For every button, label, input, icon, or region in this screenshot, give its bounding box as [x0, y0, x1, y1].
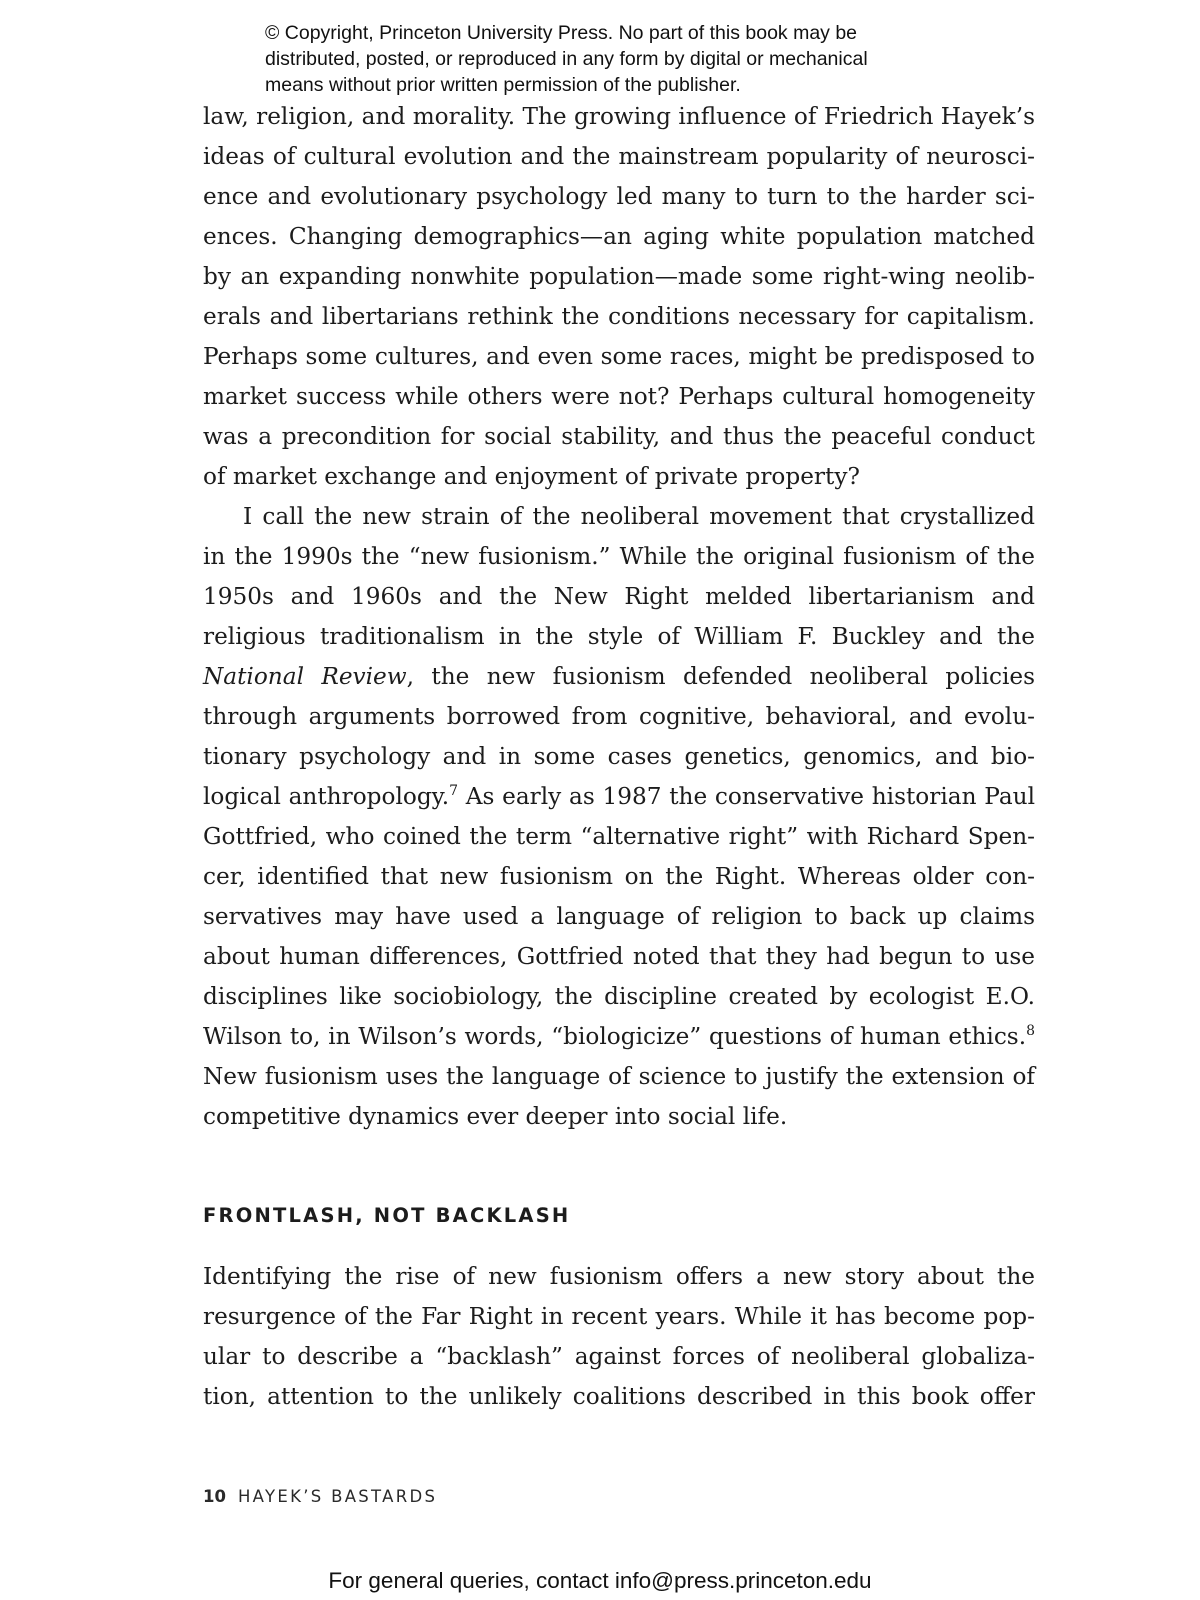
- copyright-notice: [265, 20, 985, 98]
- paragraph-1: law, religion, and morality. The growing influence of Friedrich Hayek’s ideas of cultural evolution and the mainstream popularity of neuroscience and evolutionary psychology led many to turn to the harder sciences. Changing demographics—an aging white population matched by an expanding nonwhite population—made some right-wing neoliberals and libertarians rethink the conditions necessary for capitalism. Perhaps some cultures, and even some races, might be predisposed to market success while others were not? Perhaps cultural homogeneity was a precondition for social stability, and thus the peaceful conduct of market exchange and enjoyment of private property?: [203, 103, 1035, 490]
- copyright-line-3: means without prior written permission of the publisher.: [265, 74, 741, 96]
- running-title: HAYEK’S BASTARDS: [237, 1487, 438, 1506]
- paragraph-2-part-3: As early as 1987 the conservative historian Paul Gottfried, who coined the term “alternative right” with Richard Spencer, identified that new fusionism on the Right. Whereas older conservatives may have used a language of religion to back up claims about human differences, Gottfried noted that they had begun to use disciplines like sociobiology, the discipline created by ecologist E.O. Wilson to, in Wilson’s words, “biologicize” questions of human ethics.: [203, 783, 1035, 1050]
- endnote-ref-8[interactable]: 8: [1026, 1023, 1035, 1039]
- paragraph-2-part-2: , the new fusionism defended neoliberal policies through arguments borrowed from cognitive, behavioral, and evolutionary psychology and in some cases genetics, genomics, and biological anthropology.: [203, 663, 1036, 810]
- paragraph-2-part-1: I call the new strain of the neoliberal movement that crystallized in the 1990s the “new fusionism.” While the original fusionism of the 1950s and 1960s and the New Right melded libertarianism and religious traditionalism in the style of William F. Buckley and the: [203, 503, 1035, 650]
- body-text: [203, 97, 1035, 1137]
- endnote-ref-7[interactable]: 7: [449, 783, 458, 799]
- copyright-line-2: distributed, posted, or reproduced in any form by digital or mechanical: [265, 48, 868, 70]
- section-heading: FRONTLASH, NOT BACKLASH: [203, 1204, 571, 1227]
- page-folio: [203, 1487, 437, 1506]
- paragraph-2-part-4: New fusionism uses the language of science to justify the extension of competitive dynamics ever deeper into social life.: [203, 1063, 1035, 1130]
- italic-title: National Review: [203, 663, 407, 690]
- footer-contact: For general queries, contact info@press.princeton.edu: [328, 1568, 872, 1593]
- paragraph-3: Identifying the rise of new fusionism offers a new story about the resurgence of the Far Right in recent years. While it has become popular to describe a “backlash” against forces of neoliberal globalization, attention to the unlikely coalitions described in this book offer: [203, 1263, 1035, 1410]
- page-number: 10: [203, 1487, 226, 1506]
- copyright-line-1: © Copyright, Princeton University Press. No part of this book may be: [265, 22, 858, 44]
- body-text-2: [203, 1257, 1035, 1417]
- paragraph-2: [203, 497, 1035, 1137]
